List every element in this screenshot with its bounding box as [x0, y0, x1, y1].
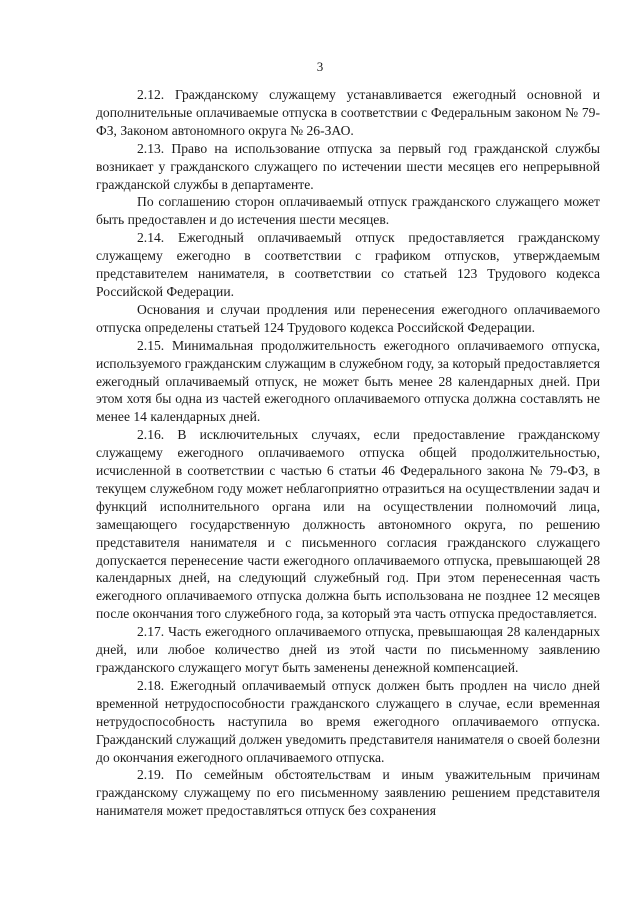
- paragraph-2-19: 2.19. По семейным обстоятельствам и иным уважительным причинам гражданскому служащему по его письменному заявлению решением представителя нанимателя может предоставляться отпуск без сохранения: [96, 767, 600, 819]
- paragraph-2-14: 2.14. Ежегодный оплачиваемый отпуск предоставляется гражданскому служащему ежегодно в соответствии с графиком отпусков, утверждаемым представителем нанимателя, в соответствии со статьей 123 Трудового кодекса Российской Федерации.: [96, 230, 600, 299]
- paragraph-2-16: 2.16. В исключительных случаях, если предоставление гражданскому служащему ежегодного оплачиваемого отпуска общей продолжительностью, исчисленной в соответствии с частью 6 статьи 46 Федерального закона № 79-ФЗ, в текущем служебном году может неблагоприятно отразиться на осуществлении задач и функций исполнительного органа или на осуществлении полномочий лица, замещающего государственную должность автономного округа, по решению представителя нанимателя и с письменного согласия гражданского служащего допускается перенесение части ежегодного оплачиваемого отпуска, превышающей 28 календарных дней, на следующий служебный год. При этом перенесенная часть ежегодного оплачиваемого отпуска должна быть использована не позднее 12 месяцев после окончания того служебного года, за который эта часть отпуска предоставляется.: [96, 427, 600, 622]
- paragraph-2-12: 2.12. Гражданскому служащему устанавливается ежегодный основной и дополнительные оплачиваемые отпуска в соответствии с Федеральным законом № 79-ФЗ, Законом автономного округа № 26-ЗАО.: [96, 87, 600, 138]
- paragraph-2-13: 2.13. Право на использование отпуска за первый год гражданской службы возникает у гражданского служащего по истечении шести месяцев его непрерывной гражданской службы в департаменте.: [96, 140, 600, 192]
- document-body: [96, 86, 600, 820]
- paragraph-2-13-agreement: По соглашению сторон оплачиваемый отпуск гражданского служащего может быть предоставлен и до истечения шести месяцев.: [96, 194, 600, 228]
- paragraph-2-17: 2.17. Часть ежегодного оплачиваемого отпуска, превышающая 28 календарных дней, или любое количество дней из этой части по письменному заявлению гражданского служащего могут быть заменены денежной компенсацией.: [96, 624, 600, 675]
- paragraph-2-15: 2.15. Минимальная продолжительность ежегодного оплачиваемого отпуска, используемого гражданским служащим в служебном году, за который предоставляется ежегодный оплачиваемый отпуск, не может быть менее 28 календарных дней. При этом хотя бы одна из частей ежегодного оплачиваемого отпуска должна составлять не менее 14 календарных дней.: [96, 337, 600, 425]
- paragraph-2-18: 2.18. Ежегодный оплачиваемый отпуск должен быть продлен на число дней временной нетрудоспособности гражданского служащего в случае, если временная нетрудоспособность наступила во время ежегодного оплачиваемого отпуска. Гражданский служащий должен уведомить представителя нанимателя о своей болезни до окончания ежегодного оплачиваемого отпуска.: [96, 677, 600, 765]
- paragraph-2-14-grounds: Основания и случаи продления или перенесения ежегодного оплачиваемого отпуска определены статьей 124 Трудового кодекса Российской Федерации.: [96, 301, 600, 335]
- page-number: 3: [316, 59, 324, 74]
